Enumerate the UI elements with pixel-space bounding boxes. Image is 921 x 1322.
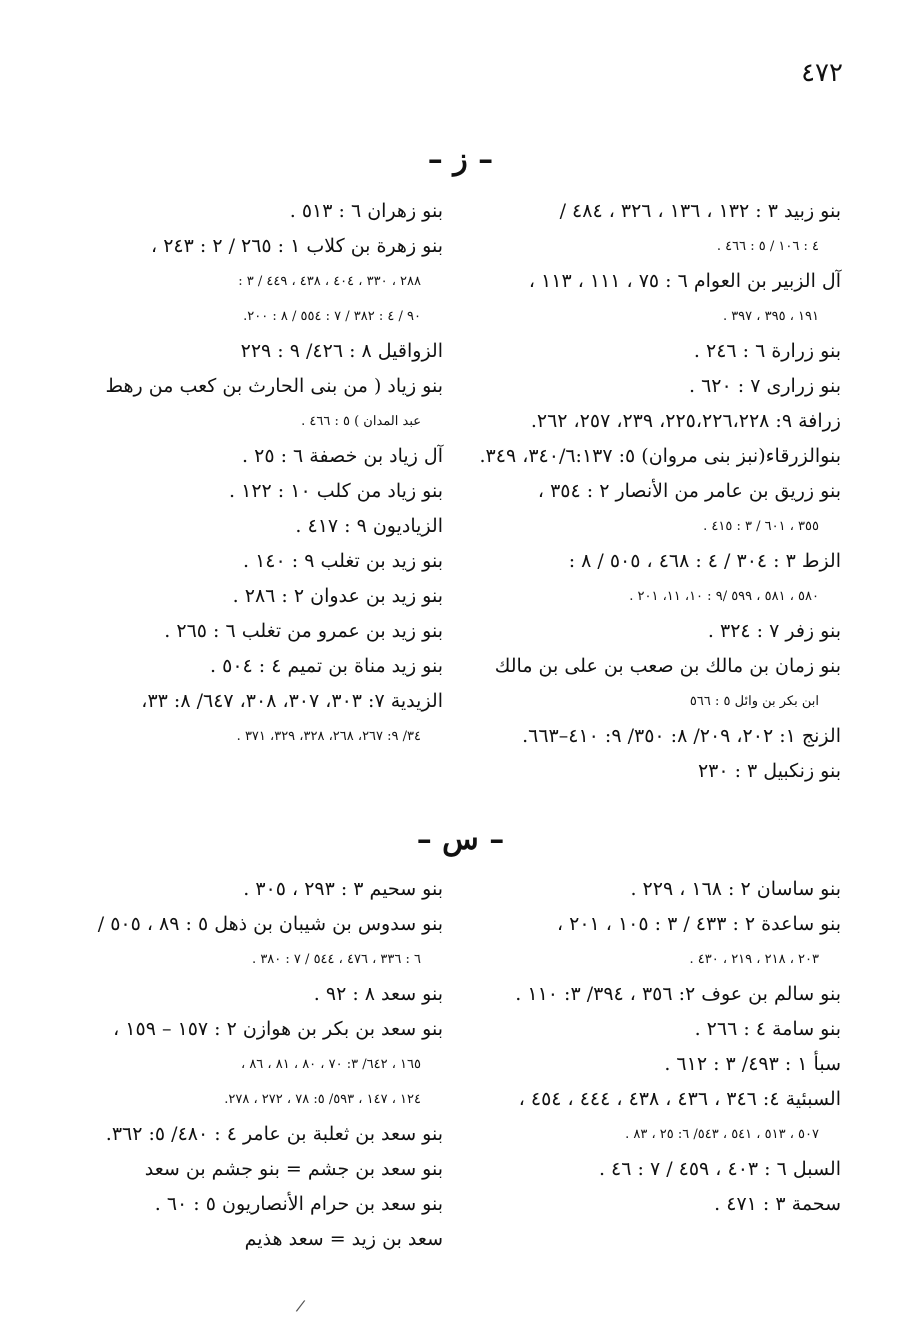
index-column-left xyxy=(73,872,443,1257)
section-heading-zay: – ز – xyxy=(427,142,494,177)
index-entry: بنو سعد بن جشم = بنو جشم بن سعد xyxy=(144,1158,443,1180)
index-entry: بنو زنكبيل ٣ : ٢٣٠ xyxy=(697,760,841,782)
index-entry: بنو زرارة ٦ : ٢٤٦ . xyxy=(693,340,841,362)
index-entry: بنو زرارى ٧ : ٦٢٠ . xyxy=(688,375,841,397)
index-entry: بنو سامة ٤ : ٢٦٦ . xyxy=(694,1018,841,1040)
index-entry: الزيدية ٧: ٣٠٣، ٣٠٧، ٣٠٨، ٦٤٧/ ٨: ٣٣، ٣٤/ ٩: ٢٦٧، ٢٦٨، ٣٢٨، ٣٢٩، ٣٧١ . xyxy=(141,690,443,744)
page-number: ٤٧٢ xyxy=(801,58,843,88)
index-entry: بنو سالم بن عوف ٢: ٣٥٦ ، ٣٩٤/ ٣: ١١٠ . xyxy=(515,983,841,1005)
index-entry: الزنج ١: ٢٠٢، ٢٠٩/ ٨: ٣٥٠/ ٩: ٤١٠–٦٦٣. xyxy=(522,725,841,747)
index-entry: بنو ساعدة ٢ : ٤٣٣ / ٣ : ١٠٥ ، ٢٠١ ، ٢٠٣ ، ٢١٨ ، ٢١٩ ، ٤٣٠ . xyxy=(556,913,841,967)
index-entry: آل زياد بن خصفة ٦ : ٢٥ . xyxy=(242,445,443,467)
index-entry: بنو زمان بن مالك بن صعب بن على بن مالك ابن بكر بن وائل ٥ : ٥٦٦ xyxy=(494,655,841,709)
index-column-left xyxy=(73,194,443,754)
index-entry: بنو سعد ٨ : ٩٢ . xyxy=(313,983,443,1005)
index-entry: الزياديون ٩ : ٤١٧ . xyxy=(295,515,443,537)
index-entry: بنو سحيم ٣ : ٢٩٣ ، ٣٠٥ . xyxy=(243,878,443,900)
index-entry: السبئية ٤: ٣٤٦ ، ٤٣٦ ، ٤٣٨ ، ٤٤٤ ، ٤٥٤ ، ٥٠٧ ، ٥١٣ ، ٥٤١ ، ٥٤٣/ ٦: ٢٥ ، ٨٣ . xyxy=(518,1088,841,1142)
index-entry: بنو زهران ٦ : ٥١٣ . xyxy=(289,200,443,222)
index-entry: بنو سدوس بن شيبان بن ذهل ٥ : ٨٩ ، ٥٠٥ / ٦ : ٣٣٦ ، ٤٧٦ ، ٥٤٤ / ٧ : ٣٨٠ . xyxy=(97,913,443,967)
index-entry: بنو زهرة بن كلاب ١ : ٢٦٥ / ٢ : ٢٤٣ ، ٢٨٨ ، ٣٣٠ ، ٤٠٤ ، ٤٣٨ ، ٤٤٩ / ٣ : ٩٠ / ٤ : ٣٨٢ / ٧ : ٥٥٤ / ٨ : ٢٠٠. xyxy=(151,235,443,324)
index-entry: بنو سعد بن بكر بن هوازن ٢ : ١٥٧ – ١٥٩ ، ١٦٥ ، ٦٤٢/ ٣: ٧٠ ، ٨٠ ، ٨١ ، ٨٦ ، ١٢٤ ، ١٤٧ ، ٥٩٣/ ٥: ٧٨ ، ٢٧٢ ، ٢٧٨. xyxy=(113,1018,443,1107)
index-column-right xyxy=(466,194,841,789)
index-column-right xyxy=(466,872,841,1222)
index-entry: الزط ٣ : ٣٠٤ / ٤ : ٤٦٨ ، ٥٠٥ / ٨ : ٥٨٠ ، ٥٨١ ، ٥٩٩ /٩ : ١٠، ١١، ٢٠١ . xyxy=(568,550,841,604)
index-entry: بنو زيد بن تغلب ٩ : ١٤٠ . xyxy=(242,550,443,572)
index-entry: سعد بن زيد = سعد هذيم xyxy=(244,1228,443,1250)
index-entry: بنو زفر ٧ : ٣٢٤ . xyxy=(707,620,841,642)
index-entry: زرافة ٩: ٢٢٥،٢٢٦،٢٢٨، ٢٣٩، ٢٥٧، ٢٦٢. xyxy=(530,410,841,432)
index-entry: سبأ ١ : ٤٩٣/ ٣ : ٦١٢ . xyxy=(664,1053,841,1075)
index-entry: بنو سعد بن ثعلبة بن عامر ٤ : ٤٨٠/ ٥: ٣٦٢. xyxy=(105,1123,443,1145)
index-entry: بنو زياد ( من بنى الحارث بن كعب من رهط عبد المدان ) ٥ : ٤٦٦ . xyxy=(105,375,443,429)
index-entry: سحمة ٣ : ٤٧١ . xyxy=(714,1193,841,1215)
index-entry: بنو زياد من كلب ١٠ : ١٢٢ . xyxy=(229,480,443,502)
index-entry: بنو سعد بن حرام الأنصاريون ٥ : ٦٠ . xyxy=(154,1193,443,1215)
index-entry: الزواقيل ٨ : ٤٢٦/ ٩ : ٢٢٩ xyxy=(240,340,443,362)
index-entry: بنو زيد بن عدوان ٢ : ٢٨٦ . xyxy=(232,585,443,607)
scan-mark: / xyxy=(294,1295,307,1316)
index-entry: بنو زيد مناة بن تميم ٤ : ٥٠٤ . xyxy=(210,655,443,677)
index-entry: بنوالزرقاء(نبز بنى مروان) ٥: ٣٤٠/٦:١٣٧، ٣٤٩. xyxy=(479,445,841,467)
index-entry: بنو زبيد ٣ : ١٣٢ ، ١٣٦ ، ٣٢٦ ، ٤٨٤ / ٤ : ١٠٦ / ٥ : ٤٦٦ . xyxy=(559,200,841,254)
index-entry: بنو زيد بن عمرو من تغلب ٦ : ٢٦٥ . xyxy=(164,620,443,642)
index-entry: آل الزبير بن العوام ٦ : ٧٥ ، ١١١ ، ١١٣ ، ١٩١ ، ٣٩٥ ، ٣٩٧ . xyxy=(528,270,841,324)
index-entry: بنو زريق بن عامر من الأنصار ٢ : ٣٥٤ ، ٣٥٥ ، ٦٠١ / ٣ : ٤١٥ . xyxy=(537,480,841,534)
index-entry: السبل ٦ : ٤٠٣ ، ٤٥٩ / ٧ : ٤٦ . xyxy=(598,1158,841,1180)
section-heading-sin: – س – xyxy=(416,822,505,857)
index-entry: بنو ساسان ٢ : ١٦٨ ، ٢٢٩ . xyxy=(630,878,841,900)
